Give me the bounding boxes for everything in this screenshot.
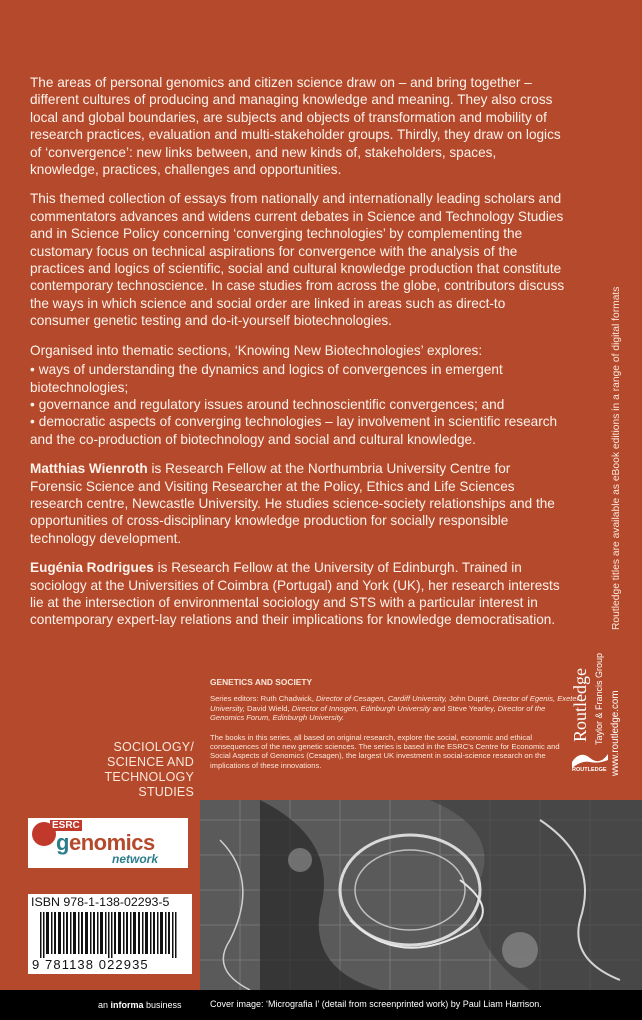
blurb-paragraph-1: The areas of personal genomics and citizen science draw on – and bring together – different cultures of producing and managing knowledge and meaning. They also cross local and global boundaries, are subjects and objects of transformation and mobility of research practices, evaluation and multi-stakeholder groups. Thirdly, they draw on logics of ‘convergence’: new links between, and new kinds of, stakeholders, spaces, knowledge, practices, challenges and opportunities. [30,75,561,178]
blurb-paragraph-3: Organised into thematic sections, ‘Knowing New Biotechnologies’ explores: [30,342,483,358]
micrografia-artwork [200,800,642,990]
informa-suffix: business [143,1000,182,1010]
informa-prefix: an [98,1000,111,1010]
subject-line-3: TECHNOLOGY STUDIES [104,770,194,799]
publisher-group: Taylor & Francis Group [594,652,604,745]
genomics-g: g [56,830,69,855]
cover-image-caption: Cover image: ‘Micrografia I’ (detail from screenprinted work) by Paul Liam Harrison. [210,999,542,1009]
ebook-note-text: Routledge titles are available as eBook editions in a range of digital formats [611,286,622,630]
informa-bold: informa [110,1000,144,1010]
blurb-paragraph-2: This themed collection of essays from nationally and internationally leading scholars and commentators advances and widens current debates in Science and Technology Studies and in Science Policy concerning ‘converging technologies’ by complementing the customary focus on technical aspirations for convergence with the analysis of the practices and logics of scientific, social and cultural knowledge production that constitute contemporary technoscience. In case studies from across the globe, contributors discuss the ways in which science and social order are linked in areas such as direct-to consumer genetic testing and do-it-yourself biotechnologies. [30,191,565,329]
editor-4: and Steve Yearley, [430,703,498,713]
cover-image [200,800,642,990]
series-info [210,678,580,770]
editor-2-role: Director of Egenis, Exeter University, [210,694,580,713]
list-item [30,413,566,448]
series-heading: GENETICS AND SOCIETY [210,677,313,687]
author-2-name: Eugénia Rodrigues [30,560,154,576]
ebook-note [607,110,629,630]
network-wordmark: network [112,852,159,866]
bullet: • [30,362,35,378]
bullet: • [30,414,35,430]
esrc-genomics-logo [28,818,188,868]
editor-4-role: Director of the Genomics Forum, Edinburgh University. [210,703,546,723]
publisher-url [606,650,626,780]
informa-tagline [98,1000,182,1010]
list-item [30,396,566,413]
isbn-label: ISBN 978-1-138-02293-5 [31,895,170,909]
editor-1-role: Director of Cesagen, Cardiff University, [315,694,448,704]
author-1-name: Matthias Wienroth [30,461,148,477]
list-item-text: ways of understanding the dynamics and logics of convergences in emergent biotechnologies; [30,362,503,395]
author-2-bio-text: is Research Fellow at the University of Edinburgh. Trained in sociology at the Universities of Coimbra (Portugal) and York (UK), her research interests lie at the intersection of environmental sociology and STS with a particular interest in contemporary expert-lay relations and their implications for knowledge democratisation. [30,560,560,628]
author-2-bio [30,559,566,629]
publisher-name: Routledge [570,668,590,742]
bullet: • [30,396,35,412]
list-item [30,361,566,396]
editor-3-role: Director of Innogen, Edinburgh University [291,703,431,713]
routledge-logo-text: ROUTLEDGE [572,767,607,772]
blurb [30,74,566,641]
series-description: The books in this series, all based on original research, explore the social, economic and ethical consequences of the new genetic sciences. The series is based in the ESRC's Centre for Economic and Social Aspects of Genomics (Cesagen), the largest UK investment in social-science research on the implications of these innovations. [210,732,560,770]
subject-line-2: SCIENCE AND [107,755,194,769]
editor-1: Series editors: Ruth Chadwick, [210,694,316,704]
barcode-icon [40,912,182,958]
list-item-text: democratic aspects of converging technologies – lay involvement in scientific research and the co-production of biotechnology and social and cultural knowledge. [30,414,558,447]
editor-3: David Wield, [244,703,292,713]
editor-2: John Dupré, [447,694,493,704]
footer-bar [0,990,642,1020]
subject-category [94,740,194,800]
publisher-url-text: www.routledge.com [610,690,621,776]
author-1-bio-text: is Research Fellow at the Northumbria University Centre for Forensic Science and Visiting Researcher at the Policy, Ethics and Life Sciences research centre, Newcastle University. He studies science-society relationships and the opportunities of cross-disciplinary knowledge production for socially responsible technology development. [30,461,555,546]
routledge-wave-icon [570,748,610,772]
isbn-barcode [28,894,192,974]
subject-line-1: SOCIOLOGY/ [113,740,194,754]
series-editors [210,694,580,722]
esrc-label: ESRC [52,820,80,831]
topics-list [30,361,566,448]
list-item-text: governance and regulatory issues around technoscientific convergences; and [38,396,505,412]
barcode-number: 9 781138 022935 [32,957,149,972]
genomics-rest: enomics [68,830,155,855]
author-1-bio [30,460,566,547]
